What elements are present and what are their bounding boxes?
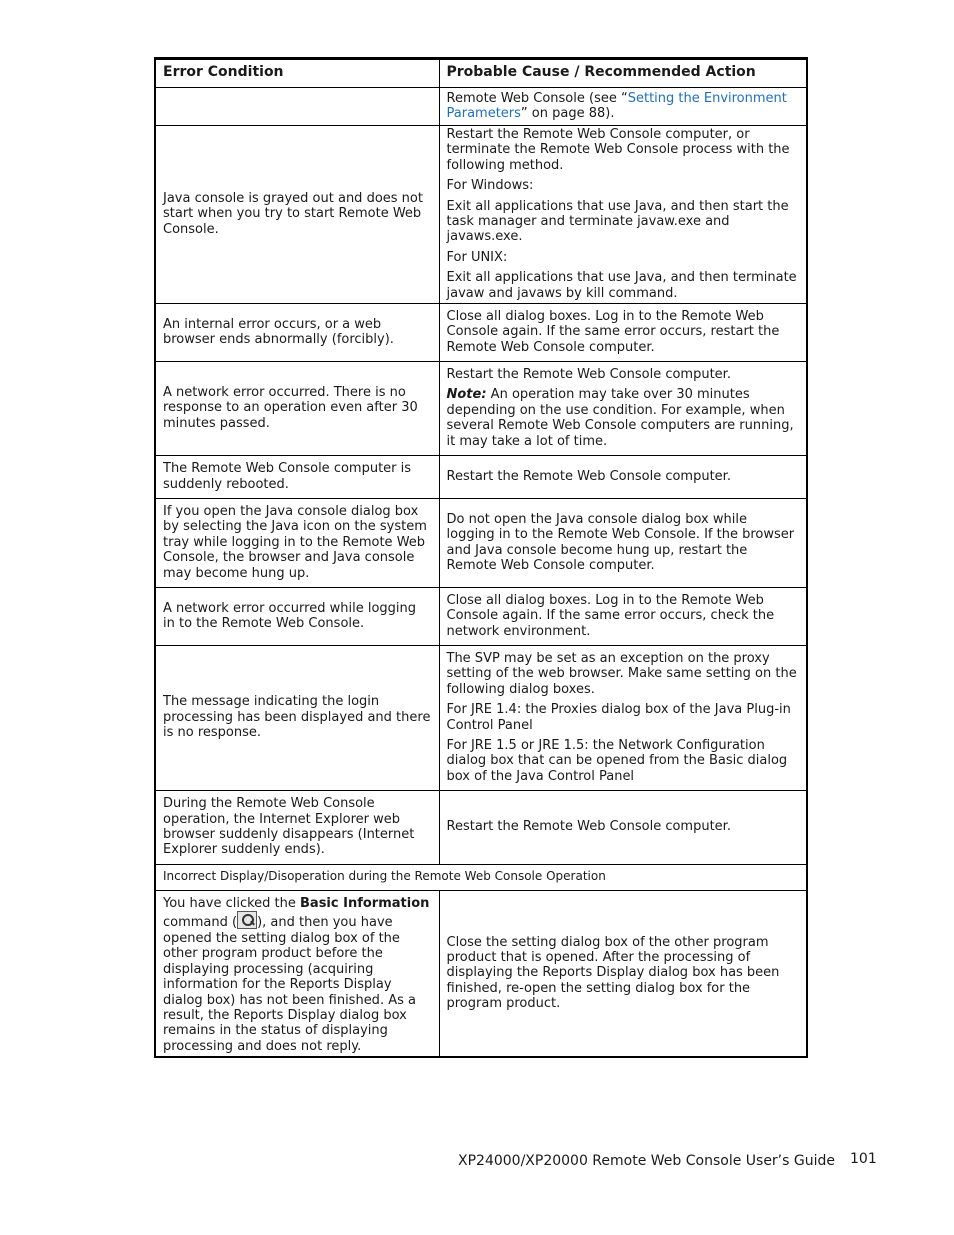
- action-paragraph: Restart the Remote Web Console computer.: [446, 367, 731, 383]
- table-row: [155, 304, 807, 362]
- table-row: [155, 891, 807, 1058]
- table-row: [155, 456, 807, 499]
- section-title: Incorrect Display/Disoperation during the Remote Web Console Operation: [155, 865, 807, 891]
- footer-guide-title: XP24000/XP20000 Remote Web Console User’s Guide: [458, 1153, 835, 1169]
- condition-cell: A network error occurred while logging in to the Remote Web Console.: [155, 588, 439, 646]
- condition-cell: The message indicating the login processing has been displayed and there is no response.: [155, 646, 439, 791]
- header-error-condition: Error Condition: [155, 59, 439, 88]
- table-row: [155, 499, 807, 588]
- page-number: 101: [850, 1151, 877, 1167]
- condition-cell: [155, 88, 439, 126]
- condition-cell: An internal error occurs, or a web browser ends abnormally (forcibly).: [155, 304, 439, 362]
- action-text: ” on page 88).: [520, 106, 615, 121]
- action-cell: [439, 362, 807, 456]
- condition-cell: During the Remote Web Console operation, the Internet Explorer web browser suddenly disappears (Internet Explorer suddenly ends).: [155, 791, 439, 865]
- basic-information-command: Basic Information: [300, 896, 430, 912]
- header-probable-cause: Probable Cause / Recommended Action: [439, 59, 807, 88]
- condition-cell: Java console is grayed out and does not start when you try to start Remote Web Console.: [155, 126, 439, 304]
- note-label: Note:: [446, 387, 487, 403]
- table-header-row: [155, 59, 807, 88]
- action-paragraph: For UNIX:: [446, 249, 508, 265]
- table-row: [155, 88, 807, 126]
- action-paragraph: Exit all applications that use Java, and then start the task manager and terminate javaw.exe and javaws.exe.: [446, 198, 789, 245]
- note-text: An operation may take over 30 minutes depending on the use condition. For example, when several Remote Web Console computers are running, it may take a lot of time.: [446, 387, 794, 449]
- action-cell: Close all dialog boxes. Log in to the Remote Web Console again. If the same error occurs, restart the Remote Web Console computer.: [439, 304, 807, 362]
- condition-cell: If you open the Java console dialog box by selecting the Java icon on the system tray while logging in to the Remote Web Console, the browser and Java console may become hung up.: [155, 499, 439, 588]
- action-paragraph: For JRE 1.4: the Proxies dialog box of the Java Plug-in Control Panel: [446, 702, 791, 733]
- condition-text: ), and then you have opened the setting dialog box of the other program product before the displaying processing (acquiring information for the Reports Display dialog box) has not been finished. As a result, the Reports Display dialog box remains in the status of displaying processing and does not reply.: [163, 915, 416, 1054]
- error-condition-table: [154, 57, 808, 1058]
- action-cell: [439, 126, 807, 304]
- condition-text: You have clicked the: [163, 896, 301, 912]
- action-paragraph: The SVP may be set as an exception on the proxy setting of the web browser. Make same setting on the following dialog boxes.: [446, 650, 797, 697]
- basic-information-icon: [237, 911, 257, 929]
- action-paragraph: Restart the Remote Web Console computer, or terminate the Remote Web Console process with the following method.: [446, 127, 790, 173]
- action-cell: Close all dialog boxes. Log in to the Remote Web Console again. If the same error occurs, check the network environment.: [439, 588, 807, 646]
- note-paragraph: [447, 387, 800, 449]
- table-row: [155, 126, 807, 304]
- table-row: [155, 362, 807, 456]
- action-cell: Close the setting dialog box of the other program product that is opened. After the processing of displaying the Reports Display dialog box has been finished, re-open the setting dialog box for the program product.: [439, 891, 807, 1058]
- action-cell: Do not open the Java console dialog box while logging in to the Remote Web Console. If the browser and Java console become hung up, restart the Remote Web Console computer.: [439, 499, 807, 588]
- action-text: Remote Web Console (see “: [446, 90, 628, 106]
- condition-cell: [155, 891, 439, 1058]
- action-cell: Restart the Remote Web Console computer.: [439, 456, 807, 499]
- action-paragraph: Exit all applications that use Java, and then terminate javaw and javaws by kill command.: [446, 270, 797, 301]
- action-paragraph: For JRE 1.5 or JRE 1.5: the Network Configuration dialog box that can be opened from the Basic dialog box of the Java Control Panel: [446, 737, 788, 784]
- action-cell: Restart the Remote Web Console computer.: [439, 791, 807, 865]
- action-cell: [439, 88, 807, 126]
- action-paragraph: For Windows:: [446, 178, 534, 194]
- condition-text: command (: [163, 915, 238, 931]
- section-header-row: [155, 865, 807, 891]
- condition-cell: A network error occurred. There is no response to an operation even after 30 minutes passed.: [155, 362, 439, 456]
- table-row: [155, 588, 807, 646]
- condition-cell: The Remote Web Console computer is suddenly rebooted.: [155, 456, 439, 499]
- setting-environment-parameters-link[interactable]: Setting the Environment Parameters: [446, 90, 787, 121]
- table-row: [155, 646, 807, 791]
- table-row: [155, 791, 807, 865]
- action-cell: [439, 646, 807, 791]
